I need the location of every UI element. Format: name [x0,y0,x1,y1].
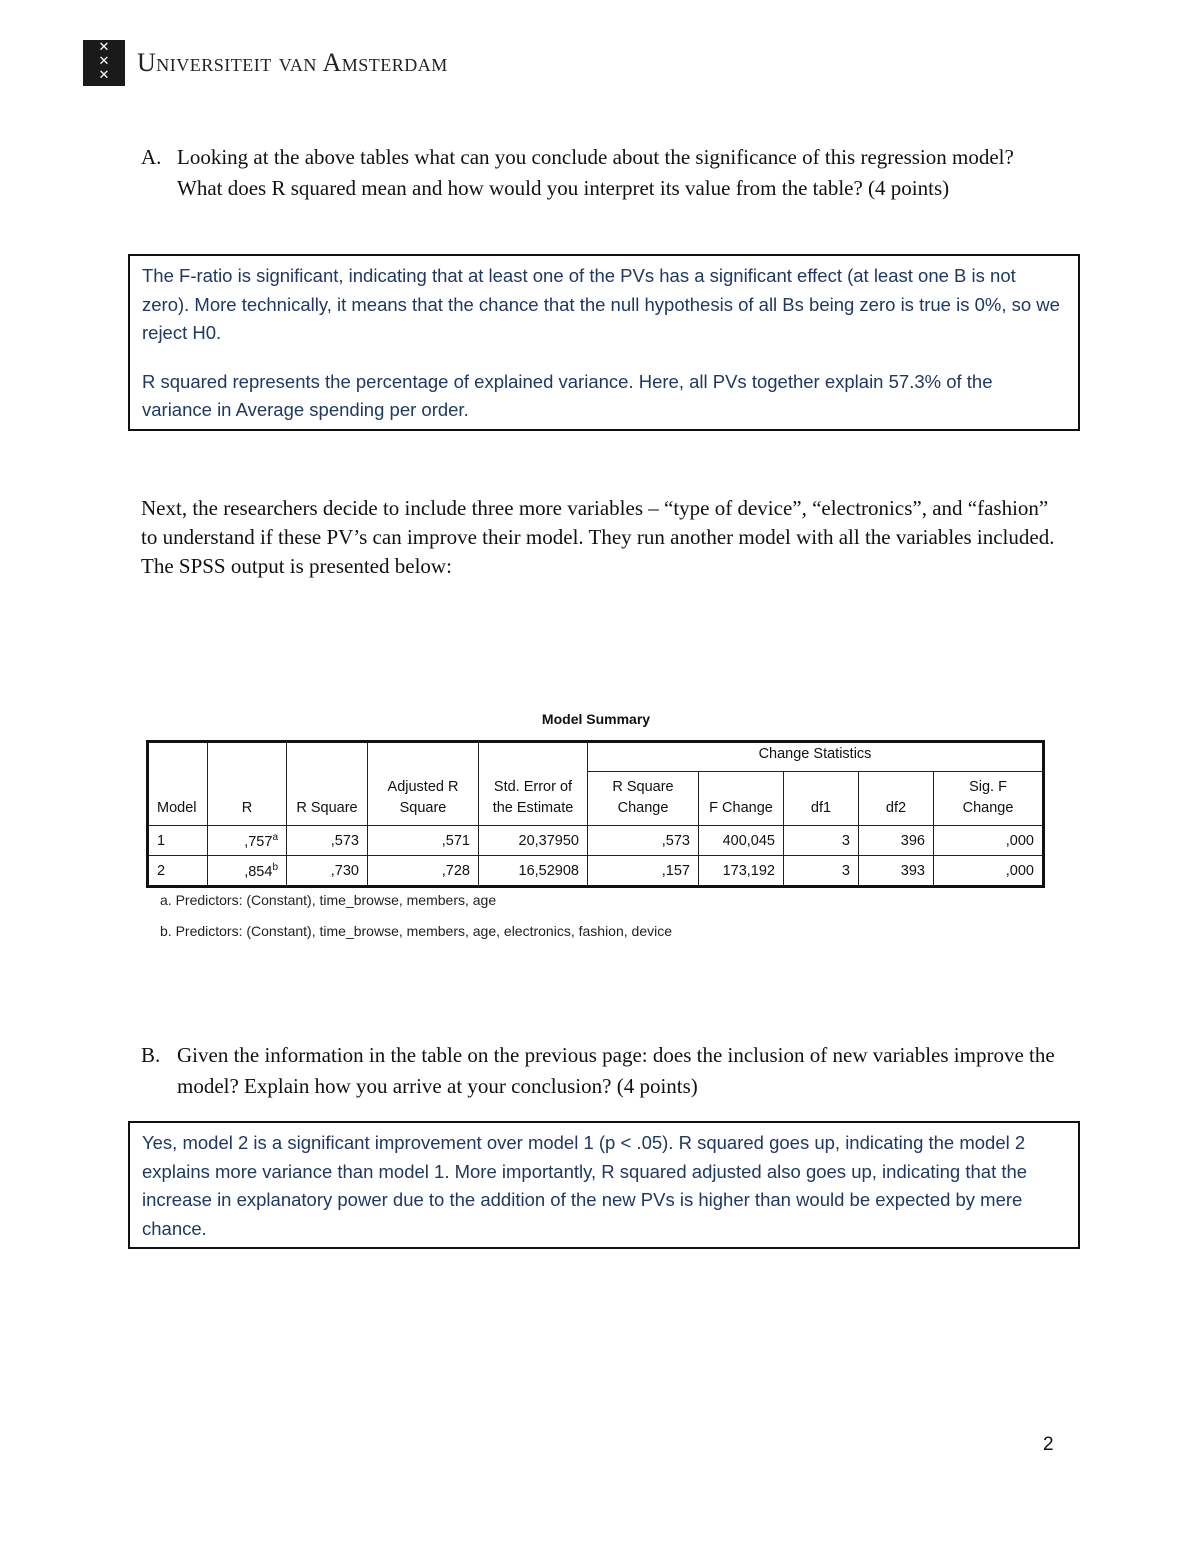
answer-a-box [128,254,1080,431]
cell-df1: 3 [784,826,859,856]
answer-a-paragraph-2: R squared represents the percentage of explained variance. Here, all PVs together explain 57.3% of the variance in Average spending per order. [142,370,993,420]
cell-df1: 3 [784,856,859,887]
header-f-change: F Change [699,772,784,826]
header-change-statistics: Change Statistics [588,742,1044,772]
cell-r-square-change: ,157 [588,856,699,887]
cell-adj-r-square: ,571 [368,826,479,856]
question-b-letter: B. [141,1043,161,1067]
cell-df2: 393 [859,856,934,887]
question-a-letter: A. [141,145,162,169]
header-model: Model [148,742,208,826]
cell-df2: 396 [859,826,934,856]
answer-b-paragraph: Yes, model 2 is a significant improvement over model 1 (p < .05). R squared goes up, indicating the model 2 explains more variance than model 1. More importantly, R squared adjusted also goes up, indicating that the increase in explanatory power due to the addition of the new PVs is higher than would be expected by mere chance. [142,1132,1028,1239]
cell-r-square: ,573 [287,826,368,856]
answer-b-box [128,1121,1080,1249]
cell-model: 2 [148,856,208,887]
university-name: Universiteit van Amsterdam [137,48,448,77]
header-r-square: R Square [287,742,368,826]
cell-f-change: 173,192 [699,856,784,887]
model-summary-table [146,740,1045,888]
cell-std-error: 20,37950 [479,826,588,856]
page-header [83,40,448,86]
table-note-a: a. Predictors: (Constant), time_browse, members, age [160,892,497,908]
cell-model: 1 [148,826,208,856]
cell-r: ,854$^b$ [208,856,287,887]
intro-paragraph: Next, the researchers decide to include three more variables – “type of device”, “electronics”, and “fashion” to understand if these PV’s can improve their model. They run another model with all the variables included. The SPSS output is presented below: [141,496,1055,578]
cell-r-square-change: ,573 [588,826,699,856]
question-b [141,1040,1061,1102]
table-row [148,826,1044,856]
question-a [141,142,1061,204]
page-number: 2 [1043,1434,1054,1455]
table-row [148,856,1044,887]
header-adj-r-square: Adjusted R Square [368,742,479,826]
header-df1: df1 [784,772,859,826]
question-b-text: Given the information in the table on the previous page: does the inclusion of new variables improve the model? Explain how you arrive at your conclusion? (4 points) [177,1043,1055,1098]
question-a-text: Looking at the above tables what can you conclude about the significance of this regression model? What does R squared mean and how would you interpret its value from the table? (4 points) [177,145,1014,200]
answer-a-paragraph-1: The F-ratio is significant, indicating that at least one of the PVs has a significant effect (at least one B is not zero). More technically, it means that the chance that the null hypothesis of all Bs being zero is true is 0%, so we reject H0. [142,265,1060,343]
header-r: R [208,742,287,826]
table-note-b: b. Predictors: (Constant), time_browse, members, age, electronics, fashion, device [160,923,672,939]
cell-adj-r-square: ,728 [368,856,479,887]
cell-r-square: ,730 [287,856,368,887]
cell-f-change: 400,045 [699,826,784,856]
header-sig-f-change: Sig. F Change [934,772,1044,826]
cell-sig: ,000 [934,856,1044,887]
cell-sig: ,000 [934,826,1044,856]
header-df2: df2 [859,772,934,826]
cell-std-error: 16,52908 [479,856,588,887]
table-title: Model Summary [541,711,651,727]
university-logo-icon: ✕ ✕ ✕ [83,40,125,86]
header-std-error: Std. Error of the Estimate [479,742,588,826]
cell-r: ,757$^a$ [208,826,287,856]
header-r-square-change: R Square Change [588,772,699,826]
